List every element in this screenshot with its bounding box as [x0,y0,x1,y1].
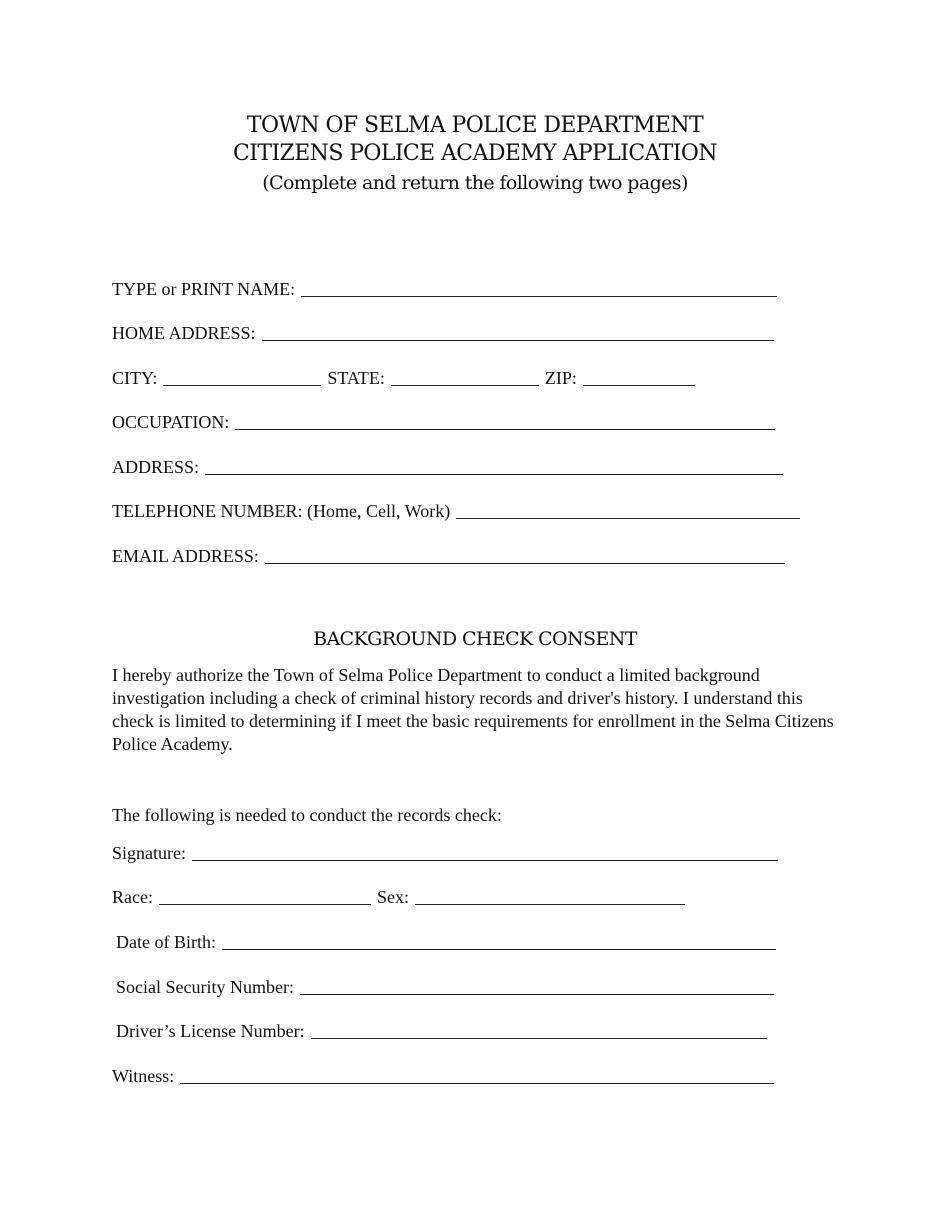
telephone-row [112,498,806,522]
email-row [112,543,791,567]
email-field[interactable] [265,563,785,564]
city-field[interactable] [163,385,321,386]
city-label: CITY: [112,368,158,388]
records-check-intro: The following is needed to conduct the records check: [112,805,502,825]
occupation-field[interactable] [235,429,775,430]
email-label: EMAIL ADDRESS: [112,546,259,566]
ssn-field[interactable] [300,994,774,995]
city-state-zip-row [112,365,701,389]
form-subtitle: (Complete and return the following two pages) [262,172,688,194]
witness-row [112,1063,780,1087]
zip-label: ZIP: [544,368,577,388]
address-row [112,454,789,478]
name-row [112,276,783,300]
sex-field[interactable] [415,904,685,905]
consent-title: BACKGROUND CHECK CONSENT [313,628,637,650]
occupation-label: OCCUPATION: [112,412,230,432]
address-label: ADDRESS: [112,457,200,477]
dob-field[interactable] [222,949,776,950]
license-field[interactable] [311,1038,767,1039]
telephone-label: TELEPHONE NUMBER: (Home, Cell, Work) [112,501,451,521]
state-field[interactable] [391,385,539,386]
dob-label: Date of Birth: [116,932,216,952]
state-label: STATE: [327,368,385,388]
consent-text: I hereby authorize the Town of Selma Police Department to conduct a limited background investigation including a check of criminal history records and driver's history. I understand this check is limited to determining if I meet the basic requirements for enrollment in the Selma Citizens Police Academy. [112,665,834,754]
occupation-row [112,409,781,433]
race-sex-row [112,884,691,908]
license-row [116,1018,773,1042]
witness-label: Witness: [112,1066,175,1086]
signature-field[interactable] [192,860,778,861]
race-label: Race: [112,887,153,907]
signature-label: Signature: [112,843,186,863]
address-field[interactable] [205,474,783,475]
form-title-line-1: TOWN OF SELMA POLICE DEPARTMENT [246,113,704,138]
race-field[interactable] [159,904,371,905]
witness-field[interactable] [180,1083,774,1084]
ssn-label: Social Security Number: [116,977,294,997]
home-address-field[interactable] [262,340,774,341]
home-address-row [112,320,780,344]
name-field[interactable] [301,296,777,297]
ssn-row [116,974,780,998]
home-address-label: HOME ADDRESS: [112,323,256,343]
name-label: TYPE or PRINT NAME: [112,279,296,299]
sex-label: Sex: [376,887,409,907]
telephone-field[interactable] [456,518,800,519]
license-label: Driver’s License Number: [116,1021,305,1041]
signature-row [112,840,784,864]
dob-row [116,929,782,953]
zip-field[interactable] [583,385,695,386]
form-title-line-2: CITIZENS POLICE ACADEMY APPLICATION [233,141,717,166]
